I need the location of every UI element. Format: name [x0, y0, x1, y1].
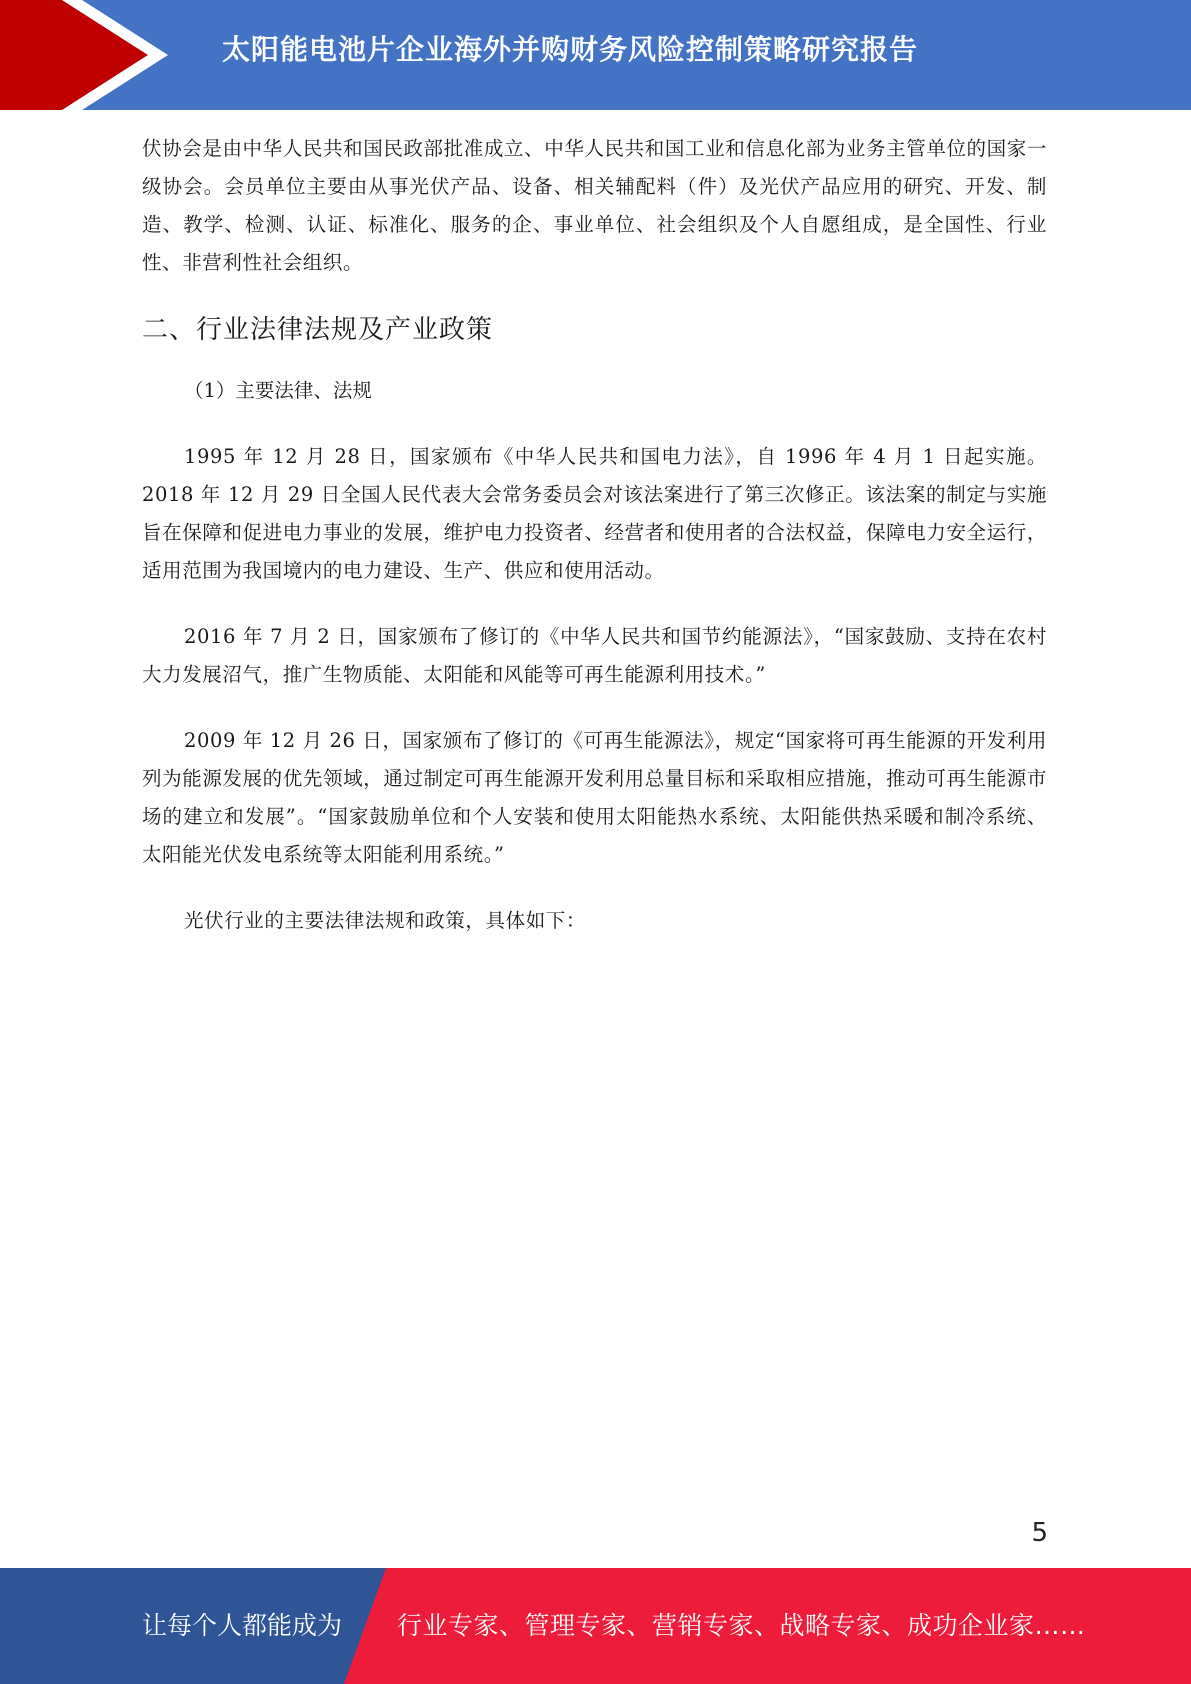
subsection-heading: （1）主要法律、法规: [184, 379, 372, 402]
header-title: 太阳能电池片企业海外并购财务风险控制策略研究报告: [222, 33, 919, 66]
paragraph-energy-conservation-law: 2016 年 7 月 2 日，国家颁布了修订的《中华人民共和国节约能源法》，“国家鼓励、支持在农村大力发展沼气，推广生物质能、太阳能和风能等可再生能源利用技术。”: [142, 625, 1047, 686]
paragraph-electricity-law: 1995 年 12 月 28 日，国家颁布《中华人民共和国电力法》，自 1996 年 4 月 1 日起实施。2018 年 12 月 29 日全国人民代表大会常务委员会对该法案进行了第三次修正。该法案的制定与实施旨在保障和促进电力事业的发展，维护电力投资者、经营者和使用者的合法权益，保障电力安全运行，适用范围为我国境内的电力建设、生产、供应和使用活动。: [142, 445, 1047, 582]
intro-paragraph: 伏协会是由中华人民共和国民政部批准成立、中华人民共和国工业和信息化部为业务主管单位的国家一级协会。会员单位主要由从事光伏产品、设备、相关辅配料（件）及光伏产品应用的研究、开发、制造、教学、检测、认证、标准化、服务的企、事业单位、社会组织及个人自愿组成，是全国性、行业性、非营利性社会组织。: [142, 137, 1047, 274]
page-header: [0, 0, 1191, 110]
header-red-chevron: [0, 0, 148, 110]
paragraph-renewable-energy-law: 2009 年 12 月 26 日，国家颁布了修订的《可再生能源法》，规定“国家将可再生能源的开发利用列为能源发展的优先领域，通过制定可再生能源开发利用总量目标和采取相应措施，推动可再生能源市场的建立和发展”。“国家鼓励单位和个人安装和使用太阳能热水系统、太阳能供热采暖和制冷系统、太阳能光伏发电系统等太阳能利用系统。”: [142, 729, 1047, 866]
section-heading: 二、行业法律法规及产业政策: [142, 315, 494, 345]
document-body: [142, 130, 1047, 968]
footer-slogan-left: 让每个人都能成为: [142, 1611, 343, 1640]
footer-slogan-right: 行业专家、管理专家、营销专家、战略专家、成功企业家……: [397, 1611, 1086, 1640]
paragraph-policy-intro: 光伏行业的主要法律法规和政策，具体如下：: [184, 909, 587, 932]
page-number: 5: [1031, 1518, 1048, 1548]
page-footer: [0, 1568, 1191, 1684]
